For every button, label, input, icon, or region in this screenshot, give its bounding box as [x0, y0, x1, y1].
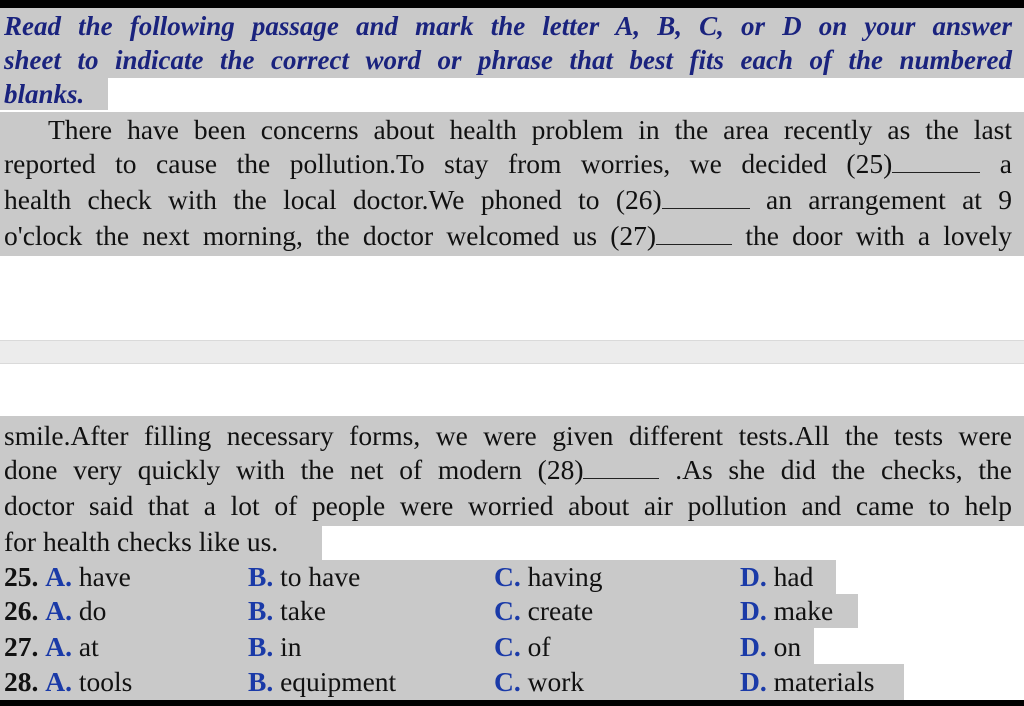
option-text: work [527, 666, 585, 697]
option-text: tools [78, 666, 133, 697]
option-text: having [527, 561, 603, 592]
passage-line-4-text: o'clock the next morning, the doctor welcomed us (27) [4, 220, 657, 251]
passage-line-3-tail: an arrangement at 9 [766, 184, 1012, 215]
question-28-option-c[interactable] [494, 665, 584, 699]
question-number: 27. [4, 631, 39, 662]
option-letter: D. [740, 595, 767, 626]
question-number: 25. [4, 561, 39, 592]
blank-26 [662, 186, 750, 209]
question-27-option-b[interactable] [248, 630, 301, 664]
passage-line-6 [4, 452, 1012, 488]
option-letter: D. [740, 561, 767, 592]
option-text: equipment [280, 666, 397, 697]
option-letter: B. [248, 631, 274, 662]
instruction-line-3: blanks. [4, 79, 85, 109]
option-letter: C. [494, 595, 521, 626]
question-27-option-c[interactable] [494, 630, 551, 664]
passage-line-6-tail: .As she did the checks, the [675, 454, 1013, 485]
option-text: materials [773, 666, 875, 697]
bottom-black-bar [0, 700, 1024, 706]
question-26-option-d[interactable] [740, 594, 833, 628]
question-number: 28. [4, 666, 39, 697]
blank-27 [656, 222, 732, 245]
page-break-divider [0, 340, 1024, 364]
option-text: do [78, 595, 107, 626]
option-letter: C. [494, 666, 521, 697]
passage-line-6-text: done very quickly with the net of modern (28) [4, 454, 584, 485]
blank-28 [583, 456, 659, 479]
passage-line-4-tail: the door with a lovely [745, 220, 1013, 251]
blank-25 [892, 150, 980, 173]
option-text: take [280, 595, 326, 626]
question-25-option-c[interactable] [494, 560, 602, 594]
option-text: make [773, 595, 834, 626]
passage-line-1: There have been concerns about health problem in the area recently as the last [48, 114, 1012, 145]
option-text: have [78, 561, 131, 592]
option-letter: A. [45, 561, 72, 592]
question-number: 26. [4, 595, 39, 626]
option-letter: B. [248, 595, 274, 626]
options-row-26-highlight [0, 594, 858, 628]
passage-line-2-tail: a [999, 148, 1012, 179]
option-letter: D. [740, 631, 767, 662]
question-25-option-b[interactable] [248, 560, 360, 594]
question-28-option-a[interactable] [4, 665, 132, 699]
option-text: on [773, 631, 802, 662]
passage-line-3 [4, 182, 1012, 218]
option-text: to have [280, 561, 361, 592]
option-text: in [280, 631, 302, 662]
question-28-option-b[interactable] [248, 665, 396, 699]
question-27-option-a[interactable] [4, 630, 99, 664]
question-26-option-b[interactable] [248, 594, 326, 628]
question-27-option-d[interactable] [740, 630, 801, 664]
option-letter: A. [45, 631, 72, 662]
passage-line-4 [4, 218, 1012, 254]
option-letter: C. [494, 631, 521, 662]
passage-line-2-text: reported to cause the pollution.To stay from worries, we decided (25) [4, 148, 893, 179]
instruction-line-2: sheet to indicate the correct word or phrase that best fits each of the numbered [4, 45, 1012, 75]
question-28-option-d[interactable] [740, 665, 874, 699]
option-text: create [527, 595, 594, 626]
question-26-option-c[interactable] [494, 594, 593, 628]
passage-line-2 [4, 146, 1012, 182]
top-black-bar [0, 0, 1024, 8]
option-letter: B. [248, 666, 274, 697]
option-letter: B. [248, 561, 274, 592]
option-letter: A. [45, 595, 72, 626]
instruction-line-1: Read the following passage and mark the letter A, B, C, or D on your answer [4, 11, 1012, 41]
option-letter: A. [45, 666, 72, 697]
passage-line-5: smile.After filling necessary forms, we were given different tests.All the tests were [4, 420, 1012, 451]
passage-line-3-text: health check with the local doctor.We phoned to (26) [4, 184, 662, 215]
question-26-option-a[interactable] [4, 594, 106, 628]
option-letter: D. [740, 666, 767, 697]
option-letter: C. [494, 561, 521, 592]
passage-line-8: for health checks like us. [4, 526, 279, 557]
options-row-27-highlight [0, 628, 814, 664]
question-25-option-d[interactable] [740, 560, 813, 594]
option-text: of [527, 631, 551, 662]
option-text: had [773, 561, 814, 592]
option-text: at [78, 631, 99, 662]
question-25-option-a[interactable] [4, 560, 131, 594]
passage-line-7: doctor said that a lot of people were worried about air pollution and came to help [4, 490, 1012, 521]
